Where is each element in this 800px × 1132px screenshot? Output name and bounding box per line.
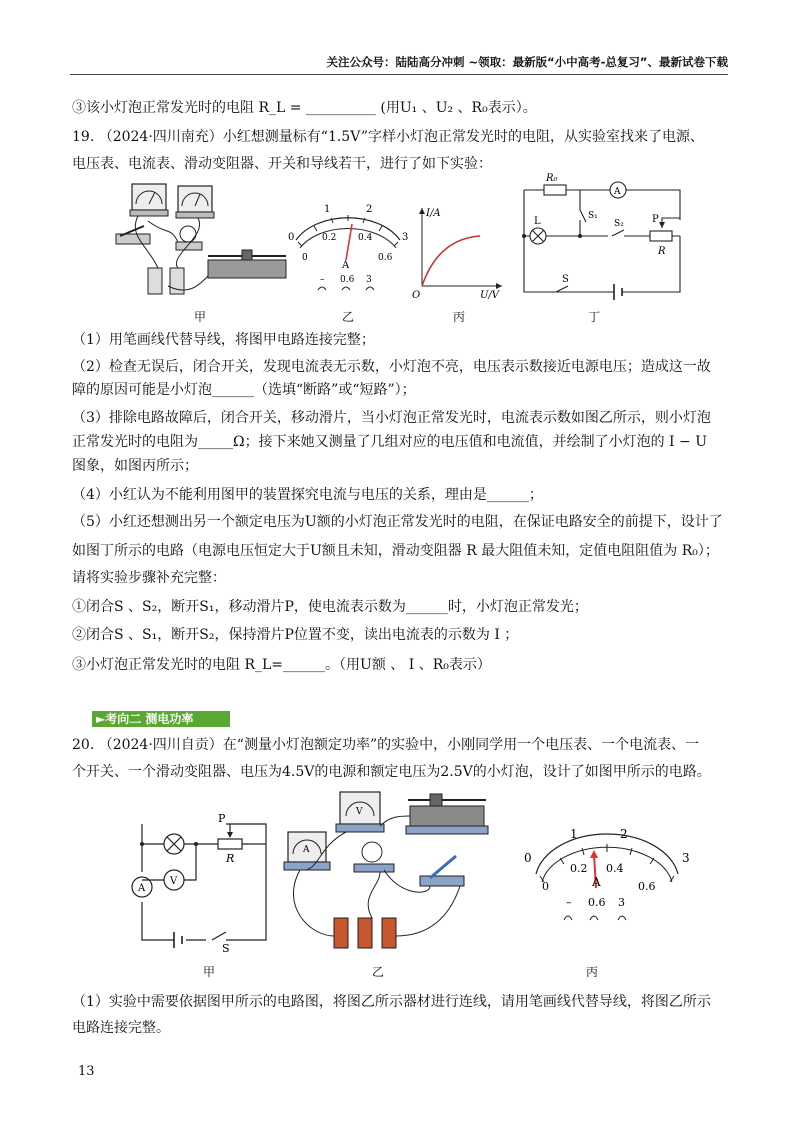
dial-unit: A [342, 260, 350, 271]
q20-fig-label-yi: 乙 [372, 965, 385, 979]
voltmeter-base [176, 212, 214, 218]
q20-circuit-battery [174, 932, 182, 948]
terminal-minus: – [320, 275, 325, 285]
q20-part1-a: （1）实验中需要依据图甲所示的电路图，将图乙所示器材进行连线，请用笔画线代替导线，将图乙所示 [72, 994, 711, 1010]
q20-label-v: V [170, 876, 178, 887]
terminal-3: 3 [366, 275, 372, 285]
q19-ammeter-dial-figure [278, 196, 418, 296]
q20-label-p: P [218, 812, 226, 825]
graph-origin: O [412, 290, 421, 301]
q20-label-r: R [226, 852, 235, 865]
circuit-label-p: P [652, 214, 659, 225]
graph-ylabel: I/A [426, 208, 441, 219]
circuit-r0 [544, 185, 566, 195]
q19-part5-c: 请将实验步骤补充完整： [72, 570, 226, 586]
dial-bottom-0: 0 [302, 253, 308, 263]
q19-part5-b: 如图丁所示的电路（电源电压恒定大于U额且未知，滑动变阻器 R 最大阻值未知，定值电阻阻值为 R₀）； [72, 543, 719, 559]
q20-dial-bottom-0-4: 0.4 [606, 862, 624, 875]
q20-intro-line2: 个开关、一个滑动变阻器、电压为4.5V的电源和额定电压为2.5V的小灯泡，设计了如图甲所示的电路。 [72, 764, 711, 780]
q20-dial-top-1: 1 [570, 827, 578, 841]
dial-ticks [298, 215, 398, 246]
q19-fig-label-bing: 丙 [453, 310, 466, 324]
q20-intro-line1: 20. （2024·四川自贡）在“测量小灯泡额定功率”的实验中，小刚同学用一个电压表、一个电流表、一 [72, 737, 700, 753]
q20-battery-3 [382, 918, 396, 948]
q19-part2-b: 障的原因可能是小灯泡______（选填“断路”或“短路”）； [72, 382, 416, 398]
q20-dial-top-0: 0 [524, 851, 532, 865]
dial-needle [346, 224, 352, 260]
q20-terminal-0-6: 0.6 [588, 896, 606, 909]
circuit-label-r0: R₀ [546, 173, 558, 184]
rheostat-device [208, 260, 286, 278]
circuit-label-l: L [534, 216, 541, 227]
q20-dial-bottom-0-2: 0.2 [570, 862, 588, 875]
q19-step2: ②闭合S 、S₁，断开S₂，保持滑片P位置不变，读出电流表的示数为 I ； [72, 627, 519, 643]
graph-iu-curve [422, 236, 480, 286]
dial-top-2: 2 [366, 204, 373, 215]
bulb-device [180, 226, 196, 242]
q19-part5-a: （5）小红还想测出另一个额定电压为U额的小灯泡正常发光时的电阻，在保证电路安全的前提下，设计了 [72, 514, 723, 530]
q20-battery-2 [358, 918, 372, 948]
q19-apparatus-figure [108, 176, 298, 306]
ammeter-base [130, 210, 168, 216]
voltmeter-device [178, 186, 212, 212]
q19-part4: （4）小红认为不能利用图甲的装置探究电流与电压的关系，理由是______； [72, 487, 543, 503]
q20-dial-unit: A [592, 875, 601, 889]
q20-fig-label-bing: 丙 [586, 965, 599, 979]
circuit-label-s2: S₂ [614, 219, 624, 229]
q19-fig-label-ding: 丁 [588, 310, 601, 324]
circuit-label-s1: S₁ [588, 211, 598, 221]
q19-step3: ③小灯泡正常发光时的电阻 R_L=______。（用U额 、 I 、R₀表示） [72, 657, 491, 673]
q19-intro-line2: 电压表、电流表、滑动变阻器、开关和导线若干，进行了如下实验： [72, 156, 492, 172]
q19-part3-a: （3）排除电路故障后，闭合开关，移动滑片，当小灯泡正常发光时，电流表示数如图乙所示，则小灯泡 [72, 410, 711, 426]
q20-dial-bottom-0: 0 [542, 880, 549, 893]
q19-iu-graph-figure [410, 202, 510, 302]
q20-part1-b: 电路连接完整。 [72, 1020, 170, 1036]
q20-dial-bottom-0-6: 0.6 [638, 880, 656, 893]
q18-step3: ③该小灯泡正常发光时的电阻 R_L = __________ (用U₁ 、U₂ 、R₀表示）。 [72, 100, 537, 116]
q20-terminal-3: 3 [618, 896, 625, 909]
graph-xlabel: U/V [480, 290, 500, 301]
svg-text:A: A [303, 845, 310, 855]
q19-circuit-figure [516, 170, 696, 304]
q20-battery-1 [334, 918, 348, 948]
circuit-rheostat [650, 231, 672, 241]
q19-fig-label-yi: 乙 [342, 310, 355, 324]
q20-switch-device [420, 876, 464, 886]
q19-part2-a: （2）检查无误后，闭合开关，发现电流表无示数，小灯泡不亮，电压表示数接近电源电压；造成这一故 [72, 359, 711, 375]
ammeter-device [132, 184, 166, 210]
q19-intro-line1: 19. （2024·四川南充）小红想测量标有“1.5V”字样小灯泡正常发光时的电阻，从实验室找来了电源、 [72, 129, 704, 145]
q20-bulb-device [362, 842, 382, 862]
q20-fig-label-jia: 甲 [203, 965, 216, 979]
page-header: 关注公众号：陆陆高分冲刺 ~领取：最新版“小中高考-总复习”、最新试卷下载 [326, 55, 728, 69]
q19-fig-label-jia: 甲 [194, 310, 207, 324]
q20-terminal-minus: – [566, 896, 572, 909]
q19-step1: ①闭合S 、S₂，断开S₁，移动滑片P，使电流表示数为______时，小灯泡正常发光； [72, 599, 588, 615]
q20-circuit-figure [126, 810, 276, 954]
q19-part3-c: 图象，如图丙所示； [72, 458, 198, 474]
circuit-battery [614, 284, 622, 300]
dial-top-3: 3 [402, 232, 409, 243]
q19-part1: （1）用笔画线代替导线，将图甲电路连接完整； [72, 332, 375, 348]
dial-top-1: 1 [324, 204, 331, 215]
dial-bottom-0-4: 0.4 [358, 233, 373, 243]
q20-label-s: S [222, 942, 230, 954]
q20-apparatus-figure [280, 786, 510, 956]
q19-part3-b: 正常发光时的电阻为_____Ω；接下来她又测量了几组对应的电压值和电流值，并绘制了小灯泡的 I − U [72, 434, 708, 450]
battery-1 [148, 268, 162, 294]
header-rule [70, 74, 728, 75]
q20-circuit-rheostat [218, 839, 242, 849]
q20-dial-top-2: 2 [620, 827, 628, 841]
circuit-label-s: S [562, 274, 569, 285]
circuit-label-r: R [658, 246, 666, 257]
q20-rheostat-device [410, 806, 484, 826]
dial-bottom-0-2: 0.2 [322, 233, 337, 243]
q20-ammeter-dial-figure [522, 820, 692, 940]
circuit-label-a: A [614, 187, 621, 197]
section-banner: ►考向二 测电功率 [92, 711, 230, 727]
svg-text:V: V [356, 807, 363, 817]
dial-top-0: 0 [288, 232, 295, 243]
q20-dial-top-3: 3 [682, 851, 690, 865]
q20-label-a: A [138, 883, 146, 894]
page-number: 13 [78, 1064, 95, 1079]
terminal-0-6: 0.6 [340, 275, 355, 285]
dial-bottom-0-6: 0.6 [378, 253, 393, 263]
